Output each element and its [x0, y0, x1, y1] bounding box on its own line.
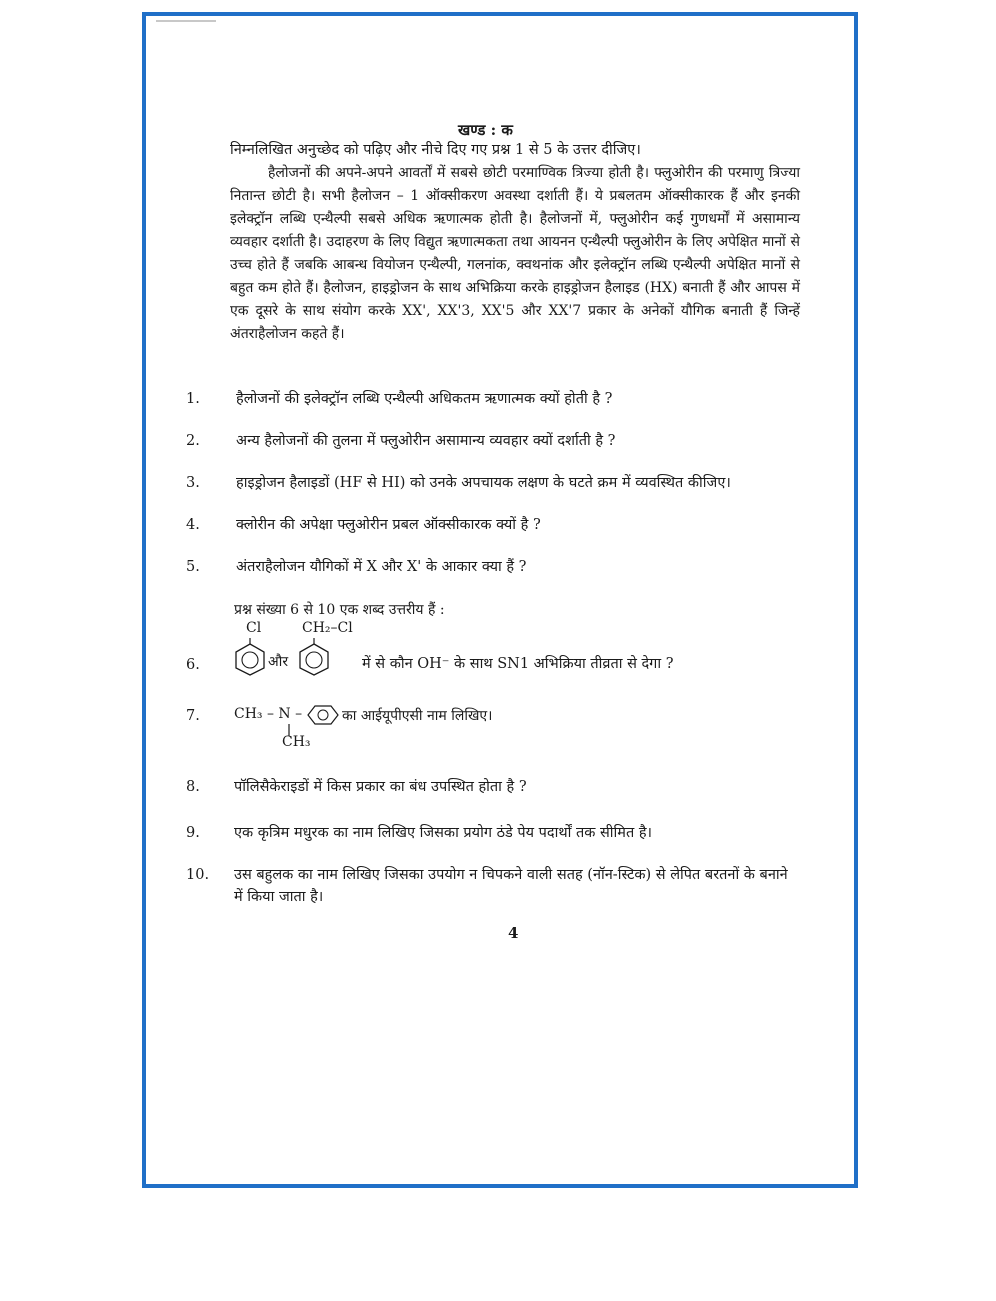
question-text: का आईयूपीएसी नाम लिखिए। [342, 708, 493, 724]
passage-text: हैलोजनों की अपने-अपने आवर्तों में सबसे छोटी परमाण्विक त्रिज्या होती है। फ्लुओरीन की परमाणु त्रिज्या नितान्त छोटी है। सभी हैलोजन – 1 ऑक्सीकरण अवस्था दर्शाती हैं। ये प्रबलतम ऑक्सीकारक हैं और इनकी इलेक्ट्रॉन लब्धि एन्थैल्पी सबसे अधिक ऋणात्मक होती है। हैलोजनों में, फ्लुओरीन कई गुणधर्मों में असामान्य व्यवहार दर्शाती है। उदाहरण के लिए विद्युत ऋणात्मकता तथा आयनन एन्थैल्पी फ्लुओरीन के लिए अपेक्षित मानों से उच्च होते हैं जबकि आबन्ध वियोजन एन्थैल्पी, गलनांक, क्वथनांक और इलेक्ट्रॉन लब्धि एन्थैल्पी अपेक्षित मानों से बहुत कम होते हैं। हैलोजन, हाइड्रोजन के साथ अभिक्रिया करके हाइड्रोजन हैलाइड (HX) बनाती हैं और आपस में एक दूसरे के साथ संयोग करके XX', XX'3, XX'5 और XX'7 प्रकार के अनेकों यौगिक बनाती हैं जिन्हें अंतराहैलोजन कहते हैं। [230, 165, 800, 342]
scan-mark [156, 20, 216, 22]
question-number: 9. [186, 825, 200, 841]
question-text: एक कृत्रिम मधुरक का नाम लिखिए जिसका प्रयोग ठंडे पेय पदार्थों तक सीमित है। [234, 825, 653, 841]
question-text: क्लोरीन की अपेक्षा फ्लुओरीन प्रबल ऑक्सीकारक क्यों है ? [236, 517, 541, 533]
question-text: उस बहुलक का नाम लिखिए जिसका उपयोग न चिपकने वाली सतह (नॉन-स्टिक) से लेपित बरतनों के बनाने में किया जाता है। [234, 867, 788, 905]
connector-word: और [268, 654, 289, 670]
question-text: में से कौन OH⁻ के साथ SN1 अभिक्रिया तीव्रता से देगा ? [362, 656, 674, 672]
question-number: 5. [186, 559, 200, 575]
question-number: 3. [186, 475, 200, 491]
question-text: अन्य हैलोजनों की तुलना में फ्लुओरीन असामान्य व्यवहार क्यों दर्शाती है ? [236, 433, 616, 449]
formula-ch3-bottom: CH₃ [282, 734, 311, 750]
question-number: 8. [186, 779, 200, 795]
one-word-subheading: प्रश्न संख्या 6 से 10 एक शब्द उत्तरीय हैं : [234, 602, 445, 618]
question-number: 2. [186, 433, 200, 449]
question-text: पॉलिसैकेराइडों में किस प्रकार का बंध उपस्थित होता है ? [234, 779, 527, 795]
benzene-ring-icon [296, 638, 332, 676]
question-text: हाइड्रोजन हैलाइडों (HF से HI) को उनके अपचायक लक्षण के घटते क्रम में व्यवस्थित कीजिए। [236, 475, 731, 491]
question-text: हैलोजनों की इलेक्ट्रॉन लब्धि एन्थैल्पी अधिकतम ऋणात्मक क्यों होती है ? [236, 391, 613, 407]
question-number: 6. [186, 657, 200, 673]
chlorobenzene-label: Cl [246, 620, 262, 636]
benzene-ring-icon [232, 638, 268, 676]
question-number: 10. [186, 867, 210, 883]
formula-n-methyl: CH₃ – N – [234, 706, 303, 722]
page-frame [142, 12, 858, 1188]
page-number: 4 [508, 924, 519, 942]
benzyl-chloride-label: CH₂–Cl [302, 620, 353, 636]
question-text: अंतराहैलोजन यौगिकों में X और X' के आकार क्या हैं ? [236, 559, 527, 575]
question-number: 1. [186, 391, 200, 407]
instruction-text: निम्नलिखित अनुच्छेद को पढ़िए और नीचे दिए गए प्रश्न 1 से 5 के उत्तर दीजिए। [230, 142, 641, 158]
section-title: खण्ड : क [458, 121, 513, 139]
question-number: 4. [186, 517, 200, 533]
benzene-ring-icon [306, 704, 340, 726]
question-number: 7. [186, 708, 200, 724]
